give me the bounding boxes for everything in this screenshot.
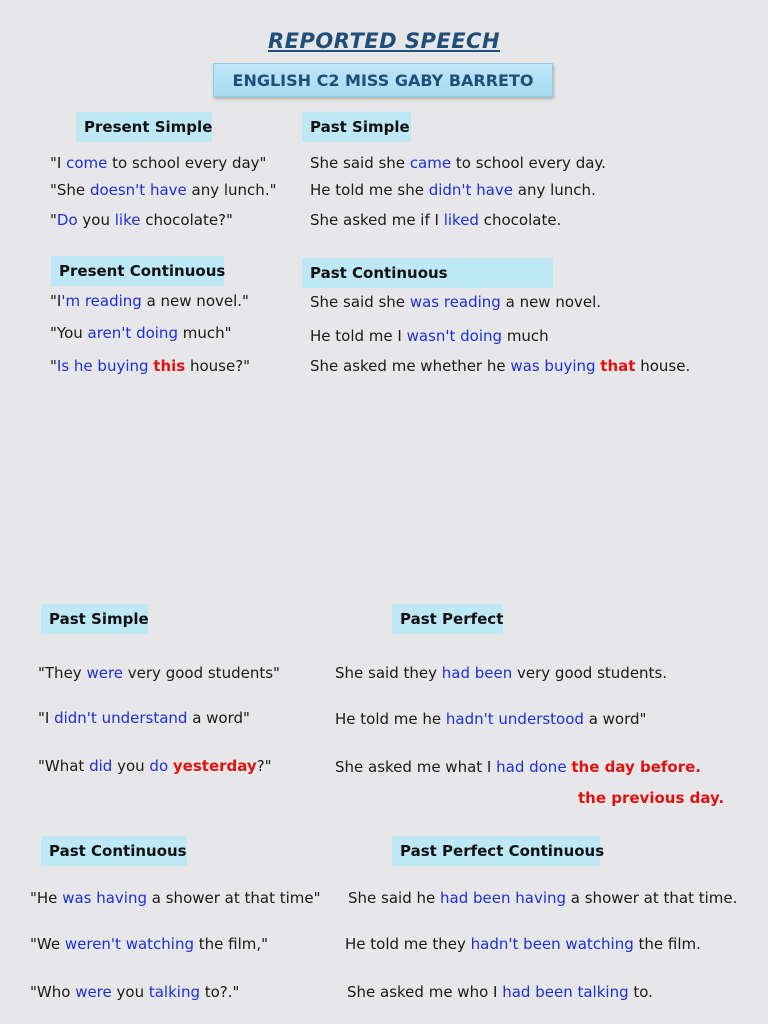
label-past-simple: Past Simple [302,112,411,142]
label-past-perfect-continuous: Past Perfect Continuous [392,836,600,866]
sentence-reported-6: She asked me whether he was buying that house. [310,357,691,375]
sentence-direct-4: "I'm reading a new novel." [50,292,249,310]
label-past-continuous: Past Continuous [302,258,553,288]
sentence-direct-12: "Who were you talking to?." [30,983,240,1001]
sentence-reported-10: She said he had been having a shower at that time. [348,889,738,907]
sentence-reported-7: She said they had been very good students. [335,664,668,682]
page-title: REPORTED SPEECH [267,29,501,53]
course-banner: ENGLISH C2 MISS GABY BARRETO [213,63,553,97]
sentence-direct-8: "I didn't understand a word" [38,709,250,727]
sentence-direct-9: "What did you do yesterday?" [38,757,272,775]
sentence-reported-9: She asked me what I had done the day before. [335,758,701,776]
sentence-reported-5: He told me I wasn't doing much [310,327,549,345]
sentence-reported-8: He told me he hadn't understood a word" [335,710,647,728]
sentence-reported-4: She said she was reading a new novel. [310,293,602,311]
sentence-direct-7: "They were very good students" [38,664,280,682]
sentence-reported-1: She said she came to school every day. [310,154,606,172]
alt-time-expression: the previous day. [578,789,725,807]
sentence-reported-2: He told me she didn't have any lunch. [310,181,596,199]
sentence-reported-11: He told me they hadn't been watching the film. [345,935,701,953]
sentence-reported-12: She asked me who I had been talking to. [347,983,653,1001]
label-past-simple-2: Past Simple [41,604,148,634]
label-past-perfect: Past Perfect [392,604,503,634]
sentence-direct-5: "You aren't doing much" [50,324,232,342]
sentence-direct-3: "Do you like chocolate?" [50,211,233,229]
label-present-continuous: Present Continuous [51,256,224,286]
sentence-direct-1: "I come to school every day" [50,154,267,172]
sentence-direct-11: "We weren't watching the film," [30,935,269,953]
sentence-reported-3: She asked me if I liked chocolate. [310,211,562,229]
label-past-continuous-2: Past Continuous [41,836,187,866]
sentence-direct-10: "He was having a shower at that time" [30,889,321,907]
label-present-simple: Present Simple [76,112,212,142]
sentence-direct-6: "Is he buying this house?" [50,357,251,375]
sentence-direct-2: "She doesn't have any lunch." [50,181,277,199]
